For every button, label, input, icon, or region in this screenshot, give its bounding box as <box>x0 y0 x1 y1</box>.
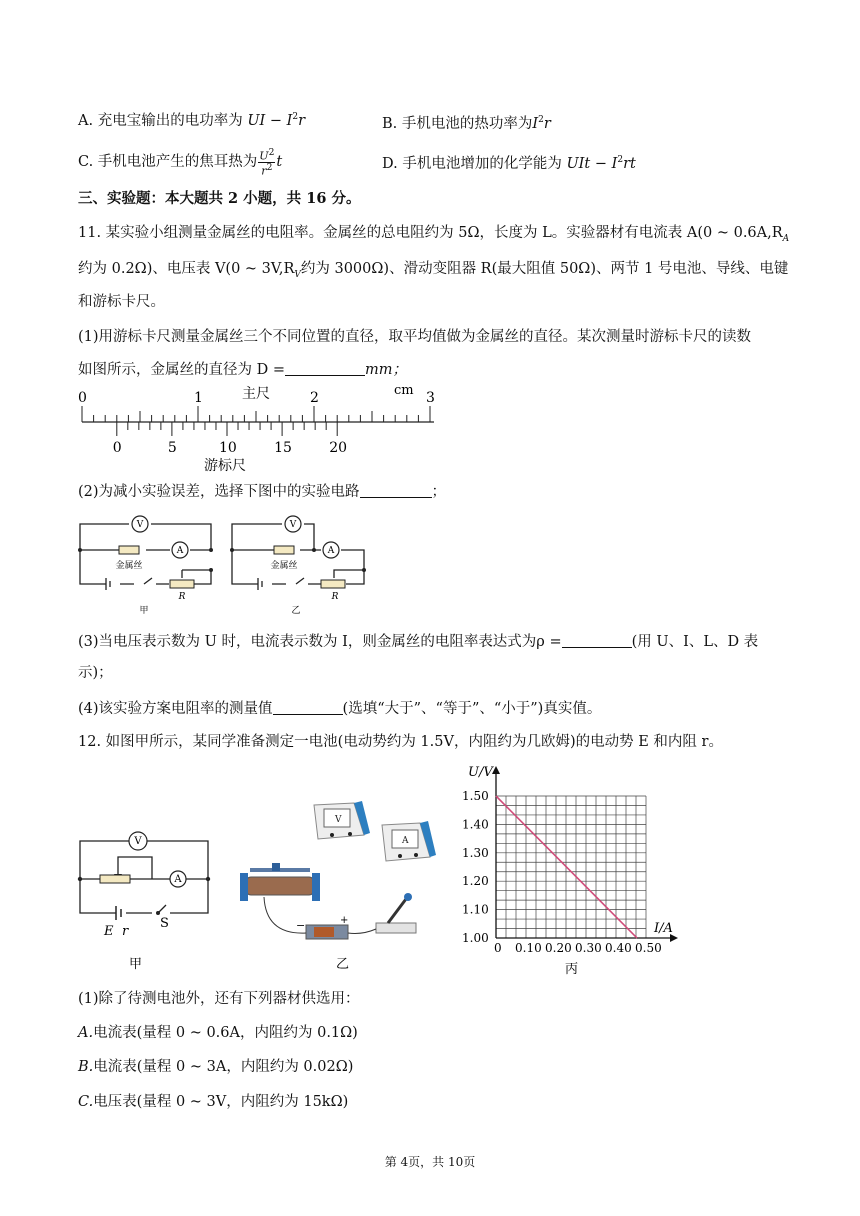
y-tick-label: 1.40 <box>462 817 489 832</box>
svg-text:R: R <box>331 592 339 602</box>
chart-grid <box>496 796 646 938</box>
resistivity-blank[interactable] <box>562 633 632 648</box>
comparison-blank[interactable] <box>273 700 343 715</box>
rheostat-apparatus <box>240 863 320 901</box>
main-tick-label: 2 <box>310 390 319 406</box>
main-tick-label: 1 <box>194 390 203 406</box>
vernier-tick-label: 0 <box>112 440 122 456</box>
q12-apparatus-yi <box>236 795 436 975</box>
switch-apparatus <box>376 893 416 933</box>
circuit-jia-label: 甲 <box>139 606 149 616</box>
svg-text:V: V <box>335 815 342 825</box>
circuit-diagrams <box>74 512 374 620</box>
battery-apparatus <box>296 915 348 939</box>
q11-part3b: 示)； <box>78 665 113 681</box>
u-i-chart <box>458 760 688 980</box>
vernier-tick-label: 5 <box>167 440 177 456</box>
svg-text:A: A <box>402 836 409 846</box>
svg-text:金属丝: 金属丝 <box>115 561 143 571</box>
y-tick-label: 1.50 <box>462 789 489 803</box>
x-tick-label: 0.30 <box>575 941 602 955</box>
svg-text:A: A <box>327 546 335 556</box>
x-tick-label: 0.40 <box>605 941 632 955</box>
vernier-tick-label: 10 <box>219 440 237 456</box>
q11-line1: 11. 某实验小组测量金属丝的电阻率。金属丝的总电阻约为 5Ω，长度为 L。实验器材有电流表 A(0 ~ $0.6A,R_A$ <box>78 225 790 244</box>
q12-item-a: A.电流表(量程 0 ~ 0.6A，内阻约为 0.1Ω) <box>78 1025 358 1041</box>
fig-jia-label: 甲 <box>129 957 143 972</box>
y-tick-label: 1.00 <box>462 931 489 945</box>
vernier-scale <box>113 422 347 456</box>
fig-bing-label: 丙 <box>565 962 579 977</box>
svg-text:R: R <box>178 592 186 602</box>
x-tick-label: 0.20 <box>545 941 572 955</box>
x-tick-label: 0.50 <box>635 941 662 955</box>
svg-text:r: r <box>122 924 129 939</box>
y-tick-label: 1.10 <box>462 902 489 917</box>
svg-text:−: − <box>296 919 306 932</box>
svg-text:E: E <box>104 924 114 939</box>
y-tick-label: 1.30 <box>462 845 489 860</box>
vernier-tick-label: 20 <box>329 440 348 456</box>
svg-text:A: A <box>176 546 184 556</box>
circuit-blank[interactable] <box>360 483 432 498</box>
ammeter-apparatus <box>382 821 436 861</box>
vernier-scale-label: 游标尺 <box>204 458 246 474</box>
q12-item-b: B.电流表(量程 0 ~ 3A，内阻约为 0.02Ω) <box>78 1059 354 1075</box>
q11-part4: (4)该实验方案电阻率的测量值 (选填“大于”、“等于”、“小于”)真实值。 <box>78 701 602 717</box>
main-scale-label: 主尺 <box>242 386 270 402</box>
q11-part3a: (3)当电压表示数为 U 时，电流表示数为 I，则金属丝的电阻率表达式为ρ = (用 U、I、L、D 表 <box>78 634 759 650</box>
q12-circuit-jia <box>74 825 219 975</box>
q12-line1: 12. 如图甲所示，某同学准备测定一电池(电动势约为 1.5V，内阻约为几欧姆)的电动势 E 和内阻 r。 <box>78 734 723 750</box>
vernier-caliper-figure <box>74 382 444 477</box>
diameter-blank[interactable] <box>285 361 365 376</box>
option-d: D. 手机电池增加的化学能为 UIt − $I^2rt$ <box>382 155 636 172</box>
svg-text:V: V <box>289 520 297 530</box>
unit-label: cm <box>394 383 414 398</box>
main-tick-label: 3 <box>426 390 435 406</box>
x-tick-label: 0.10 <box>515 941 542 955</box>
circuit-yi-label: 乙 <box>291 606 301 616</box>
q11-part1a: (1)用游标卡尺测量金属丝三个不同位置的直径，取平均值做为金属丝的直径。某次测量时游标卡尺的读数 <box>78 329 752 345</box>
vernier-tick-label: 15 <box>274 440 292 456</box>
svg-text:A: A <box>174 874 182 885</box>
fig-yi-label: 乙 <box>336 957 350 972</box>
chart-axes <box>492 766 678 942</box>
q11-line2: 约为 0.2Ω)、电压表 V(0 ~ $3V,R_V$约为 3000Ω)、滑动变阻器 R(最大阻值 50Ω)、两节 1 号电池、导线、电键 <box>78 261 789 280</box>
svg-text:V: V <box>136 520 144 530</box>
q12-item-c: C.电压表(量程 0 ~ 3V，内阻约为 15kΩ) <box>78 1094 349 1110</box>
svg-text:+: + <box>340 915 349 926</box>
svg-text:S: S <box>160 916 169 931</box>
main-tick-label: 0 <box>78 390 87 406</box>
q12-part1: (1)除了待测电池外，还有下列器材供选用： <box>78 991 360 1007</box>
q11-line3: 和游标卡尺。 <box>78 294 165 310</box>
option-a: A. 充电宝输出的电功率为 UI − $I^2r$ <box>78 112 306 129</box>
y-axis-label: U/V <box>468 765 493 780</box>
q11-part1b: 如图所示，金属丝的直径为 D = mm； <box>78 362 407 378</box>
option-c: C. 手机电池产生的焦耳热为 $\frac{U^2}{r^2}$ t <box>78 147 283 178</box>
voltmeter-apparatus <box>314 801 370 839</box>
y-tick-label: 1.20 <box>462 874 489 889</box>
page-footer: 第 4页，共 10页 <box>384 1155 476 1169</box>
section-heading: 三、实验题：本大题共 2 小题，共 16 分。 <box>78 190 361 207</box>
x-tick-label: 0 <box>494 941 502 955</box>
svg-text:V: V <box>134 836 142 847</box>
option-b: B. 手机电池的热功率为$I^2r$ <box>382 115 551 132</box>
svg-text:金属丝: 金属丝 <box>270 561 298 571</box>
q11-part2: (2)为减小实验误差，选择下图中的实验电路 ； <box>78 484 447 500</box>
x-axis-label: I/A <box>654 921 673 936</box>
